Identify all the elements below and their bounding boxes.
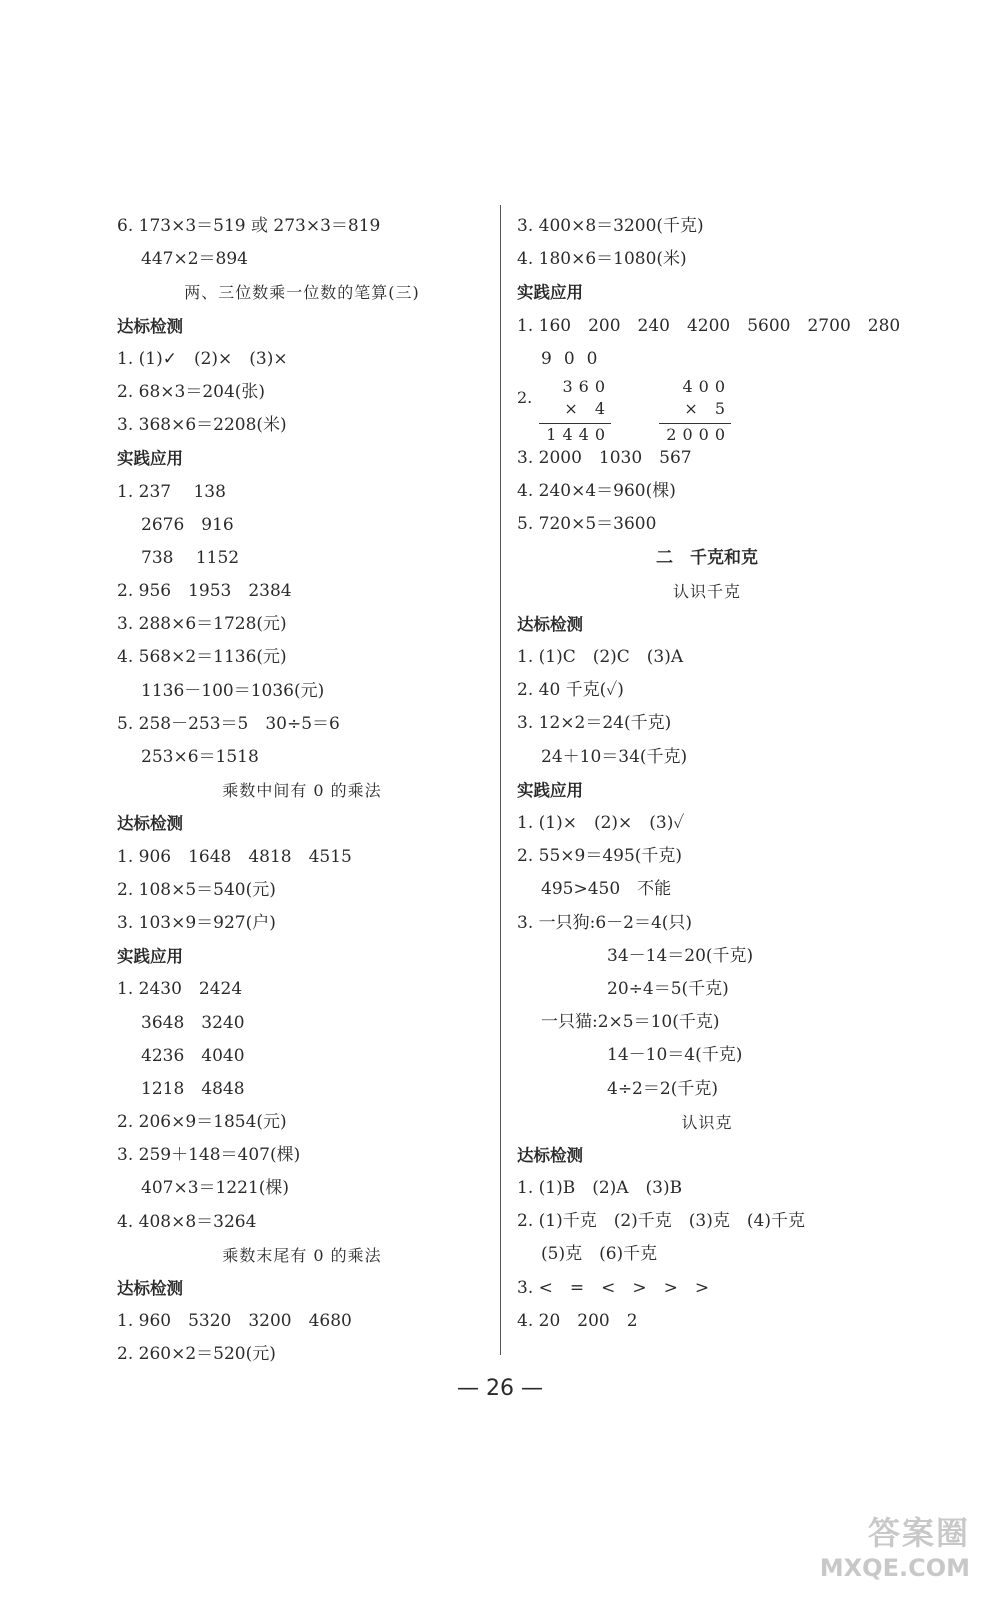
- answer-line: 253×6＝1518: [141, 747, 259, 767]
- answer-line: 1. 2430 2424: [117, 979, 243, 1000]
- vm-b-result: 2000: [666, 424, 731, 444]
- page-number: — 26 —: [457, 1376, 543, 1401]
- answer-line: 6. 173×3＝519 或 273×3＝819: [117, 216, 381, 236]
- lesson-title: 乘数末尾有 0 的乘法: [222, 1245, 382, 1265]
- vm-b-top: 400: [682, 376, 731, 396]
- vertical-multiplication: [517, 376, 897, 442]
- answer-line: 2. 108×5＝540(元): [117, 879, 276, 900]
- answer-line: 一只猫:2×5＝10(千克): [541, 1012, 720, 1033]
- answer-line: 3. 259＋148＝407(棵): [117, 1145, 301, 1166]
- answer-line: 1. (1)✓ (2)× (3)×: [117, 348, 288, 369]
- answer-line: 1. 160 200 240 4200 5600 2700 280: [517, 315, 901, 336]
- section-heading: 达标检测: [117, 316, 183, 336]
- vm-b-mul: × 5: [684, 398, 731, 418]
- answer-line: 1218 4848: [141, 1078, 245, 1099]
- answer-line: 4. 240×4＝960(棵): [517, 481, 676, 502]
- answer-line: 5. 720×5＝3600: [517, 514, 657, 535]
- answer-line: 1. (1)× (2)× (3)✓: [517, 813, 685, 833]
- answer-line: 5. 258－253＝5 30÷5＝6: [117, 713, 340, 734]
- watermark: [820, 1508, 970, 1582]
- vm-a-top: 360: [562, 376, 611, 396]
- lesson-title: 乘数中间有 0 的乘法: [222, 781, 382, 801]
- vm-label: 2.: [517, 387, 533, 407]
- answer-line: 3. 368×6＝2208(米): [117, 415, 287, 436]
- vm-calc-a: [539, 376, 611, 446]
- answer-line: 20÷4＝5(千克): [607, 978, 729, 999]
- answer-line: 4. 408×8＝3264: [117, 1211, 257, 1232]
- section-heading: 达标检测: [117, 1279, 183, 1298]
- lesson-title: 认识克: [681, 1112, 733, 1132]
- answer-line: 4. 20 200 2: [517, 1310, 638, 1331]
- answer-line: 2. 206×9＝1854(元): [117, 1112, 287, 1133]
- answer-line: 3. 103×9＝927(户): [117, 912, 276, 933]
- watermark-logo-text: 答案圈: [867, 1514, 970, 1552]
- answer-line: 495>450 不能: [541, 879, 672, 900]
- answer-line: 1. (1)B (2)A (3)B: [517, 1178, 683, 1199]
- lesson-title: 两、三位数乘一位数的笔算(三): [184, 283, 420, 303]
- answer-line: 900: [541, 348, 610, 369]
- answer-line: (5)克 (6)千克: [541, 1244, 658, 1265]
- answer-line: 4÷2＝2(千克): [607, 1078, 718, 1099]
- answer-line: 3. < = < > > >: [517, 1277, 710, 1298]
- answer-line: 1136－100＝1036(元): [141, 680, 325, 701]
- unit-title: 二 千克和克: [656, 547, 758, 568]
- answer-line: 4. 180×6＝1080(米): [517, 249, 687, 270]
- right-column: [517, 210, 901, 1338]
- section-heading: 达标检测: [517, 614, 583, 634]
- answer-line: 3. 288×6＝1728(元): [117, 614, 287, 635]
- answer-line: 2. (1)千克 (2)千克 (3)克 (4)千克: [517, 1211, 805, 1232]
- answer-line: 34－14＝20(千克): [607, 945, 754, 966]
- vm-calc-b: [659, 376, 731, 446]
- section-heading: 实践应用: [117, 449, 183, 469]
- answer-line: 2. 40 千克(✓): [517, 680, 624, 701]
- section-heading: 实践应用: [517, 283, 583, 303]
- section-heading: 实践应用: [517, 780, 583, 800]
- column-divider: [500, 205, 501, 1355]
- vm-a-result: 1440: [546, 424, 611, 444]
- answer-line: 3. 400×8＝3200(千克): [517, 216, 704, 236]
- section-heading: 达标检测: [117, 814, 183, 834]
- vm-a-mul: × 4: [564, 398, 611, 418]
- answer-line: 2. 956 1953 2384: [117, 581, 292, 602]
- answer-line: 1. 237 138: [117, 481, 226, 502]
- answer-line: 3. 一只狗:6－2＝4(只): [517, 912, 693, 933]
- answer-line: 2. 68×3＝204(张): [117, 381, 266, 402]
- answer-line: 447×2＝894: [141, 249, 248, 270]
- answer-line: 1. (1)C (2)C (3)A: [517, 647, 684, 668]
- answer-line: 3. 2000 1030 567: [517, 447, 692, 468]
- lesson-title: 认识千克: [672, 581, 741, 601]
- watermark-url: MXQE.COM: [819, 1554, 970, 1582]
- answer-line: 24＋10＝34(千克): [541, 746, 688, 767]
- answer-line: 1. 960 5320 3200 4680: [117, 1311, 352, 1332]
- answer-line: 14－10＝4(千克): [607, 1045, 743, 1066]
- answer-line: 2676 916: [141, 514, 234, 535]
- right-bottom-block: [517, 442, 897, 1338]
- answer-line: 738 1152: [141, 547, 240, 568]
- answer-line: 2. 260×2＝520(元): [117, 1344, 276, 1365]
- answer-line: 2. 55×9＝495(千克): [517, 846, 683, 867]
- answer-line: 4. 568×2＝1136(元): [117, 647, 287, 668]
- answer-line: 3. 12×2＝24(千克): [517, 713, 672, 734]
- answer-line: 407×3＝1221(棵): [141, 1178, 290, 1199]
- answer-line: 3648 3240: [141, 1012, 245, 1033]
- section-heading: 达标检测: [517, 1145, 583, 1165]
- answer-line: 4236 4040: [141, 1045, 245, 1066]
- left-column: [117, 210, 487, 1372]
- section-heading: 实践应用: [117, 947, 183, 967]
- right-top-block: [517, 210, 901, 376]
- answer-line: 1. 906 1648 4818 4515: [117, 846, 352, 867]
